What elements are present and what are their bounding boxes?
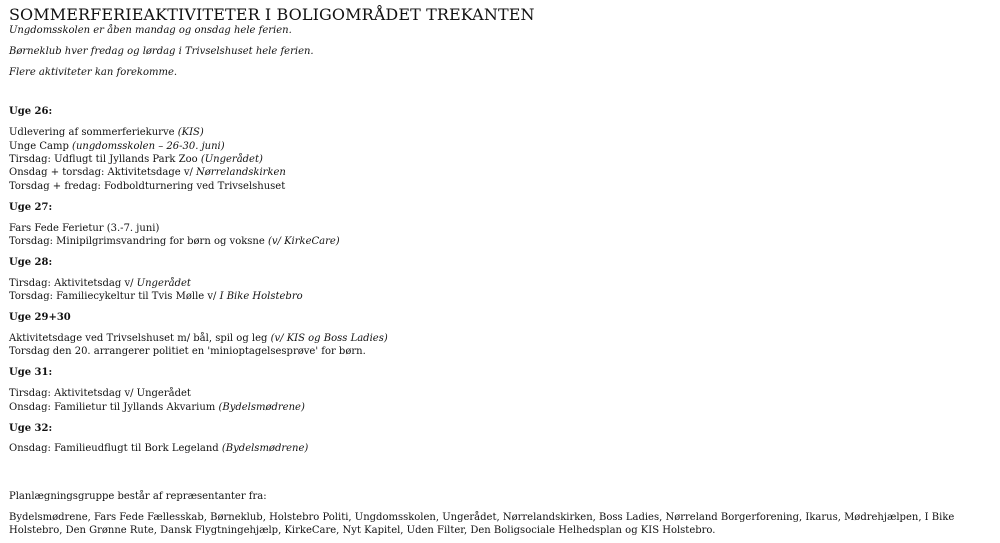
activity-text: Unge Camp	[9, 140, 73, 152]
activity-organizer: Nørrelandskirken	[196, 167, 286, 179]
intro-section	[9, 24, 991, 79]
activity-line	[9, 235, 991, 248]
activity-text: Onsdag: Familieudflugt til Bork Legeland	[9, 443, 222, 455]
activity-organizer: (Ungerådet)	[200, 153, 263, 165]
activity-text: Aktivitetsdage ved Trivselshuset m/ bål, spil og leg	[9, 333, 271, 344]
activity-line	[9, 332, 991, 345]
activity-line	[9, 277, 991, 290]
week-section	[9, 201, 991, 249]
activity-line	[9, 222, 991, 235]
activity-text: Tirsdag: Udflugt til Jyllands Park Zoo	[9, 153, 201, 165]
activity-organizer: (Bydelsmødrene)	[218, 401, 305, 413]
week-title: Uge 32:	[9, 422, 53, 434]
activity-line	[9, 180, 991, 193]
intro-line: Flere aktiviteter kan forekomme.	[9, 66, 178, 78]
activity-text: Onsdag: Familietur til Jyllands Akvarium	[9, 401, 219, 413]
activity-text: Tirsdag: Aktivitetsdag v/ Ungerådet	[9, 388, 191, 400]
week-section	[9, 311, 991, 359]
planning-group-members: Bydelsmødrene, Fars Fede Fællesskab, Børneklub, Holstebro Politi, Ungdomsskolen, Ungerådet, Nørrelandskirken, Boss Ladies, Nørreland Borgerforening, Ikarus, Mødrehjælpen, I Bike Holstebro, Den Grønne Rute, Dansk Flygtningehjælp, KirkeCare, Nyt Kapitel, Uden Filter, Den Boligsociale Helhedsplan og KIS Holstebro.	[9, 511, 955, 537]
activity-organizer: (v/ KIS og Boss Ladies)	[270, 333, 388, 344]
week-section	[9, 422, 991, 456]
activity-line	[9, 126, 991, 139]
activity-line	[9, 442, 991, 455]
page-title: SOMMERFERIEAKTIVITETER I BOLIGOMRÅDET TREKANTEN	[9, 5, 535, 24]
week-section	[9, 366, 991, 414]
activity-organizer: Ungerådet	[136, 277, 191, 289]
activity-organizer: (Bydelsmødrene)	[221, 443, 309, 455]
activity-organizer: I Bike Holstebro	[219, 291, 303, 303]
week-section	[9, 105, 991, 193]
activity-organizer: (KIS)	[177, 127, 204, 139]
activity-text: Onsdag + torsdag: Aktivitetsdage v/	[9, 167, 197, 179]
activity-text: Tirsdag: Aktivitetsdag v/	[9, 277, 137, 289]
intro-line: Børneklub hver fredag og lørdag i Trivselshuset hele ferien.	[9, 45, 314, 57]
activity-text: Torsdag: Familiecykeltur til Tvis Mølle v/	[9, 291, 220, 303]
week-title: Uge 28:	[9, 256, 53, 268]
activity-organizer: (ungdomsskolen – 26-30. juni)	[72, 140, 225, 152]
activity-line	[9, 166, 991, 179]
week-title: Uge 29+30	[9, 312, 71, 324]
activity-line	[9, 290, 991, 303]
activity-text: Udlevering af sommerferiekurve	[9, 127, 178, 139]
activity-text: Torsdag + fredag: Fodboldturnering ved Trivselshuset	[9, 180, 286, 192]
activity-text: Fars Fede Ferietur (3.-7. juni)	[9, 222, 160, 234]
intro-line: Ungdomsskolen er åben mandag og onsdag hele ferien.	[9, 25, 292, 36]
activity-line	[9, 387, 991, 400]
week-title: Uge 26:	[9, 106, 53, 118]
activity-text: Torsdag: Minipilgrimsvandring for børn og voksne	[9, 235, 268, 247]
activity-line	[9, 401, 991, 414]
activity-line	[9, 140, 991, 153]
week-title: Uge 31:	[9, 367, 53, 379]
activity-organizer: (v/ KirkeCare)	[267, 235, 340, 247]
activity-line	[9, 345, 991, 358]
planning-group-title: Planlægningsgruppe består af repræsentanter fra:	[9, 490, 267, 502]
activity-line	[9, 153, 991, 166]
week-section	[9, 256, 991, 304]
week-title: Uge 27:	[9, 201, 53, 213]
activity-text: Torsdag den 20. arrangerer politiet en 'minioptagelsesprøve' for børn.	[9, 346, 366, 358]
